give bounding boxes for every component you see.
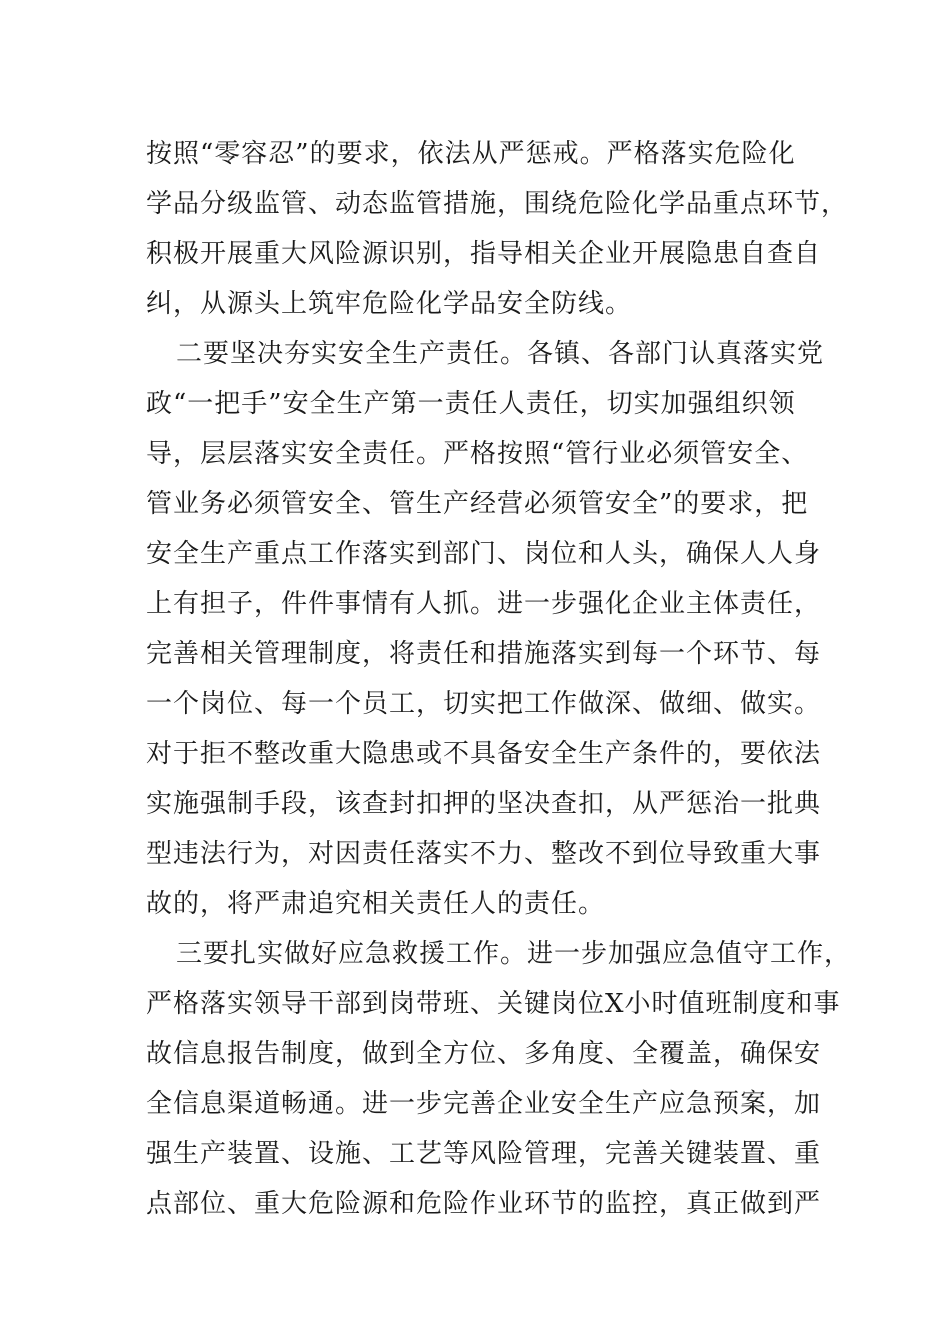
text-line: 按照“零容忍”的要求，依法从严惩戒。严格落实危险化 xyxy=(146,139,796,169)
text-line: 强生产装置、设施、工艺等风险管理，完善关键装置、重 xyxy=(146,1139,822,1169)
text-line: 完善相关管理制度，将责任和措施落实到每一个环节、每 xyxy=(146,639,822,669)
paragraph-heading-line: 二要坚决夯实安全生产责任。各镇、各部门认真落实党 xyxy=(176,339,825,369)
text-line: 一个岗位、每一个员工，切实把工作做深、做细、做实。 xyxy=(146,689,822,719)
text-line: 管业务必须管安全、管生产经营必须管安全”的要求，把 xyxy=(146,489,809,519)
text-line: 实施强制手段，该查封扣押的坚决查扣，从严惩治一批典 xyxy=(146,789,822,819)
text-line: 安全生产重点工作落实到部门、岗位和人头，确保人人身 xyxy=(146,539,822,569)
text-line: 对于拒不整改重大隐患或不具备安全生产条件的，要依法 xyxy=(146,739,822,769)
text-line: 导，层层落实安全责任。严格按照“管行业必须管安全、 xyxy=(146,439,809,469)
paragraph-heading-line: 三要扎实做好应急救援工作。进一步加强应急值守工作， xyxy=(176,939,852,969)
text-line: 型违法行为，对因责任落实不力、整改不到位导致重大事 xyxy=(146,839,822,869)
text-line: 全信息渠道畅通。进一步完善企业安全生产应急预案，加 xyxy=(146,1089,822,1119)
text-line: 故信息报告制度，做到全方位、多角度、全覆盖，确保安 xyxy=(146,1039,822,1069)
text-line: 上有担子，件件事情有人抓。进一步强化企业主体责任， xyxy=(146,589,822,619)
text-line: 严格落实领导干部到岗带班、关键岗位X小时值班制度和事 xyxy=(146,989,841,1019)
text-line: 政“一把手”安全生产第一责任人责任，切实加强组织领 xyxy=(146,389,796,419)
text-line: 故的，将严肃追究相关责任人的责任。 xyxy=(146,889,606,919)
text-line: 纠，从源头上筑牢危险化学品安全防线。 xyxy=(146,289,633,319)
text-line: 积极开展重大风险源识别，指导相关企业开展隐患自查自 xyxy=(146,239,822,269)
text-line: 学品分级监管、动态监管措施，围绕危险化学品重点环节， xyxy=(146,189,849,219)
text-line: 点部位、重大危险源和危险作业环节的监控，真正做到严 xyxy=(146,1189,822,1219)
